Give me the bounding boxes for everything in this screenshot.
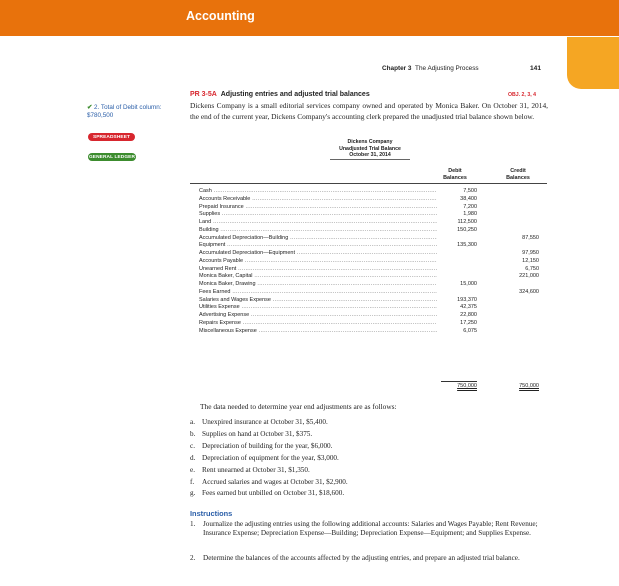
debit-amount: 22,800: [460, 312, 477, 318]
debit-amount: 42,375: [460, 304, 477, 311]
objectives-label: OBJ. 2, 3, 4: [508, 92, 536, 98]
debit-amount: 112,500: [457, 219, 477, 225]
running-header: [382, 65, 479, 72]
account-name: Land .....: [199, 219, 437, 226]
account-name: Building .....: [199, 227, 437, 234]
table-row: [199, 211, 549, 218]
adjustment-letter: d.: [190, 453, 196, 462]
table-row: [199, 312, 549, 319]
credit-amount: 97,950: [522, 250, 539, 256]
account-name: Salaries and Wages Expense .....: [199, 297, 437, 304]
debit-amount: 7,200: [463, 203, 477, 210]
check-figure: [87, 104, 177, 120]
problem-number: PR 3-5A: [190, 91, 217, 98]
credit-amount: 87,550: [522, 234, 539, 241]
debit-amount: 6,075: [463, 327, 477, 334]
page-number: 141: [530, 65, 542, 72]
table-row: [199, 242, 549, 249]
instruction-number: 1.: [190, 520, 196, 528]
table-row: [199, 304, 549, 311]
adjustment-text: Rent unearned at October 31, $1,350.: [202, 465, 310, 474]
totals-row: [199, 383, 549, 390]
table-row: [199, 188, 549, 195]
debit-total-rule: [441, 381, 477, 382]
debit-amount: 150,250: [457, 226, 477, 233]
account-name: Monica Baker, Drawing .....: [199, 281, 437, 288]
account-name: Equipment .....: [199, 242, 437, 249]
check-figure-text: 2. Total of Debit column: $780,500: [87, 104, 162, 119]
table-row: [199, 320, 549, 327]
account-name: Supplies .....: [199, 211, 437, 218]
adjustment-item: [190, 430, 312, 438]
credit-amount: 6,750: [525, 265, 539, 272]
adjustment-letter: c.: [190, 441, 195, 450]
instructions-heading: Instructions: [190, 509, 233, 518]
credit-amount: 324,600: [519, 288, 539, 295]
top-banner: [0, 0, 619, 36]
instruction-item: [190, 554, 552, 563]
page-tab-marker: [567, 37, 619, 89]
adjustment-text: Unexpired insurance at October 31, $5,400.: [202, 418, 328, 426]
debit-amount: 15,000: [460, 281, 477, 287]
credit-amount: 12,150: [522, 257, 539, 264]
debit-amount: 7,500: [463, 188, 477, 194]
adjustment-letter: e.: [190, 465, 195, 474]
adjustment-item: [190, 478, 348, 486]
table-row: [199, 204, 549, 211]
adjustment-letter: g.: [190, 489, 196, 498]
adjustment-text: Fees earned but unbilled on October 31, $18,600.: [202, 489, 345, 498]
account-name: Advertising Expense .....: [199, 312, 437, 319]
total-debit: 750,000: [457, 383, 477, 389]
heading-rule: [330, 159, 410, 160]
table-row: [199, 258, 549, 265]
account-name: Unearned Rent .....: [199, 266, 437, 273]
table-row: [199, 328, 549, 335]
problem-title: Adjusting entries and adjusted trial balances: [220, 91, 370, 98]
trial-balance-heading: [330, 139, 410, 159]
instruction-text: Determine the balances of the accounts affected by the adjusting entries, and prepare an adjusted trial balance.: [203, 554, 520, 562]
adjustment-text: Accrued salaries and wages at October 31, $2,900.: [202, 477, 348, 486]
table-row: [199, 281, 549, 288]
statement-date: October 31, 2014: [349, 152, 391, 159]
account-name: Monica Baker, Capital .....: [199, 273, 437, 280]
table-row: [199, 219, 549, 226]
table-row: [199, 266, 549, 273]
account-name: Repairs Expense .....: [199, 320, 437, 327]
adjustment-item: [190, 454, 339, 462]
statement-title: Unadjusted Trial Balance: [339, 145, 401, 152]
company-name: Dickens Company: [347, 139, 393, 145]
total-credit: 750,000: [519, 383, 539, 389]
account-name: Cash .....: [199, 188, 437, 195]
instruction-item: [190, 520, 552, 539]
adjustment-text: Depreciation of building for the year, $6,000.: [202, 441, 333, 450]
book-title: Accounting: [186, 9, 255, 23]
credit-column-header: Credit Balances: [506, 168, 530, 181]
adjustment-letter: a.: [190, 418, 195, 426]
adjustment-item: [190, 442, 332, 450]
table-row: [199, 235, 549, 242]
debit-amount: 17,250: [460, 319, 477, 326]
account-name: Fees Earned .....: [199, 289, 437, 296]
adjustment-item: [190, 489, 344, 497]
table-row: [199, 196, 549, 203]
instruction-number: 2.: [190, 554, 196, 562]
account-name: Prepaid Insurance .....: [199, 204, 437, 211]
debit-column-header: Debit Balances: [443, 168, 467, 181]
credit-amount: 221,000: [519, 273, 539, 280]
account-name: Accounts Payable .....: [199, 258, 437, 265]
table-row: [199, 297, 549, 304]
account-name: Utilities Expense .....: [199, 304, 437, 311]
spreadsheet-badge: SPREADSHEET: [88, 133, 135, 141]
checkmark-icon: ✔: [87, 104, 93, 111]
account-name: Accounts Receivable .....: [199, 196, 437, 203]
adjustment-item: [190, 418, 328, 426]
chapter-label: Chapter 3: [382, 65, 412, 72]
instruction-text: Journalize the adjusting entries using the following additional accounts: Salaries and Wages Payable; Rent Revenue; Insurance Expense; Depreciation Expense—Building; Depreciation Expense—Equipment; and Supplies Expense.: [203, 520, 538, 538]
debit-amount: 1,980: [463, 211, 477, 218]
chapter-title: The Adjusting Process: [415, 65, 479, 72]
account-name: Accumulated Depreciation—Equipment .....: [199, 250, 437, 257]
problem-intro: Dickens Company is a small editorial services company owned and operated by Monica Baker. On October 31, 2014, the end of the current year, Dickens Company's accounting clerk prepared the unadjusted trial balance shown below.: [190, 101, 548, 121]
adjustments-lead: The data needed to determine year end adjustments are as follows:: [200, 402, 397, 411]
account-name: Accumulated Depreciation—Building .....: [199, 235, 437, 242]
account-name: Miscellaneous Expense .....: [199, 328, 437, 335]
column-header-rule: [190, 183, 547, 184]
debit-amount: 38,400: [460, 195, 477, 202]
debit-amount: 193,370: [457, 296, 477, 303]
adjustment-letter: b.: [190, 429, 196, 438]
table-row: [199, 250, 549, 257]
table-row: [199, 289, 549, 296]
debit-amount: 135,300: [457, 242, 477, 249]
table-row: [199, 273, 549, 280]
adjustment-letter: f.: [190, 477, 195, 486]
general-ledger-badge: GENERAL LEDGER: [88, 154, 136, 160]
adjustment-text: Depreciation of equipment for the year, $3,000.: [202, 453, 339, 462]
adjustment-item: [190, 466, 310, 474]
table-row: [199, 227, 549, 234]
adjustment-text: Supplies on hand at October 31, $375.: [202, 429, 313, 438]
problem-heading: [190, 91, 370, 98]
